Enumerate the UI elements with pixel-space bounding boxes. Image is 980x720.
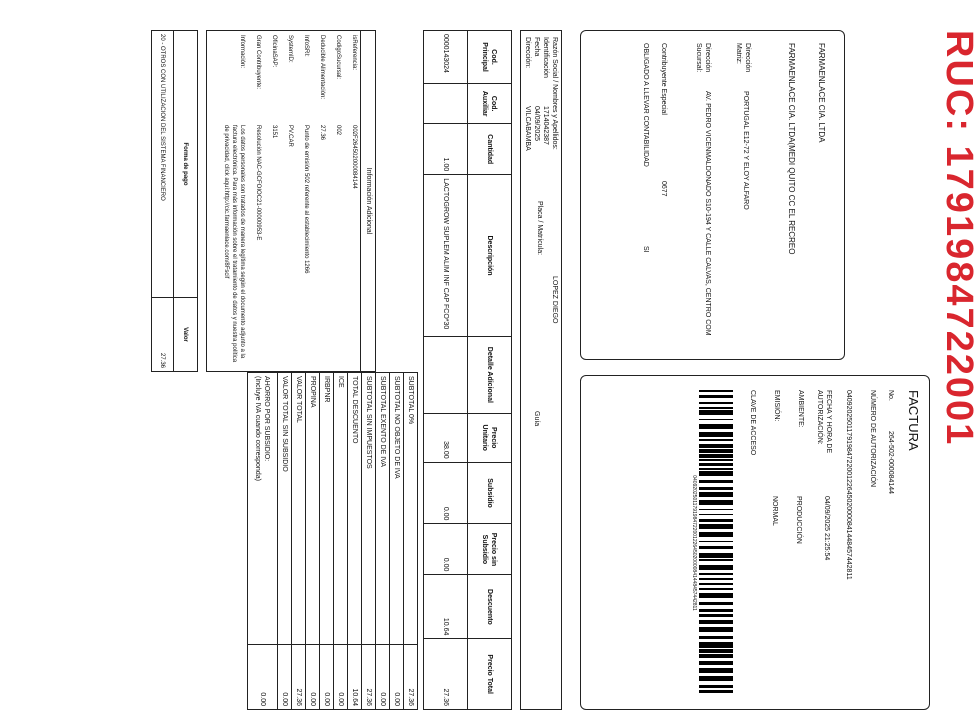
items-table (423, 30, 512, 710)
info-row (344, 31, 360, 371)
totales-label: ICE (334, 373, 348, 645)
info-row (264, 31, 280, 371)
emision-label: EMISIÓN: (773, 390, 780, 422)
info-row (328, 31, 344, 371)
razon-value: LOPEZ DIEGO (551, 276, 558, 324)
totales-label: SUBTOTAL 0% (404, 373, 418, 645)
ambiente-label: AMBIENTE: (797, 390, 804, 428)
table-row (152, 31, 174, 372)
fecha-autorizacion-label: FECHA Y HORA DE AUTORIZACIÓN: (816, 390, 832, 454)
clave-acceso-value: 0409202501179198472200122645020000841448457442811 (691, 475, 697, 611)
totales-label: SUBTOTAL EXENTO DE IVA (376, 373, 390, 645)
totales-value: 0.00 (334, 645, 348, 710)
info-row (280, 31, 296, 371)
cell-cod-auxiliar (424, 84, 468, 124)
totales-value: 27.36 (362, 645, 376, 710)
contabilidad-label: OBLIGADO A LLEVAR CONTABILIDAD (642, 43, 649, 167)
direccion-value: VILCABAMBA (524, 106, 531, 151)
col-descripcion: Descripción (468, 175, 512, 337)
cell-subsidio: 0.00 (424, 462, 468, 524)
totales-label: PROPINA (306, 373, 320, 645)
totales-row (390, 373, 404, 710)
col-detalle: Detalle Adicional (468, 336, 512, 413)
factura-no-value: 264-502-000084144 (887, 431, 894, 495)
dir-matriz-value: PORTUGAL E12-72 Y ELOY ALFARO (742, 91, 749, 210)
info-label: OficinaSAP: (271, 35, 277, 68)
fecha-value: 04/09/2025 (533, 106, 540, 142)
totales-row (278, 373, 292, 710)
guia-label: Guía (533, 411, 540, 427)
contabilidad-value: SI (642, 246, 649, 253)
totales-row (348, 373, 362, 710)
totales-row (292, 373, 306, 710)
info-label: CodigoSucursal: (335, 35, 341, 80)
totales-row (362, 373, 376, 710)
info-value: Punto de emisión 502 referente al establecimiento 1266 (303, 125, 309, 274)
forma-pago-header-forma: Forma de pago (174, 31, 198, 298)
factura-title: FACTURA (906, 390, 921, 451)
info-adicional-rows (220, 31, 360, 371)
emisor-nombre-comercial: FARMAENLACE CIA. LTDA(MEDI QUITO CC EL RECREO (787, 43, 796, 255)
ambiente-value: PRODUCCIÓN (795, 496, 802, 544)
ruc-banner: RUC: 1791984722001 (938, 30, 980, 447)
totales-label: AHORRO POR SUBSIDIO: (Incluye IVA cuando corresponda) (248, 373, 278, 645)
barcode (699, 390, 733, 696)
totales-row (376, 373, 390, 710)
col-descuento: Descuento (468, 575, 512, 639)
items-header-row (468, 31, 512, 710)
totales-label: SUBTOTAL NO OBJETO DE IVA (390, 373, 404, 645)
cell-descripcion: LACTOGROW SUPLEM ALIM INF CAP FCO*30 (424, 175, 468, 337)
info-row (220, 31, 248, 371)
forma-pago-value: 20 - OTROS CON UTILIZACION DEL SISTEMA FINANCIERO (152, 31, 174, 298)
totales-label: TOTAL DESCUENTO (348, 373, 362, 645)
info-label: InfoSRI: (303, 35, 309, 57)
col-cod-auxiliar: Cod. Auxiliar (468, 84, 512, 124)
totales-value: 0.00 (320, 645, 334, 710)
totales-row (334, 373, 348, 710)
totales-value: 27.36 (404, 645, 418, 710)
factura-no-label: No. (887, 390, 894, 401)
col-precio-sin-subsidio: Precio sin Subsidio (468, 524, 512, 575)
info-row (296, 31, 312, 371)
col-subsidio: Subsidio (468, 462, 512, 524)
col-precio-total: Precio Total (468, 639, 512, 710)
info-label: isReferencia: (351, 35, 357, 71)
cell-precio-sin-subsidio: 0.00 (424, 524, 468, 575)
info-value: 002 (335, 125, 341, 136)
totales-label: VALOR TOTAL SIN SUBSIDIO (278, 373, 292, 645)
info-value: 3151 (271, 125, 277, 139)
info-value: 27.36 (319, 125, 325, 141)
emisor-nombre: FARMAENLACE CIA. LTDA (817, 43, 826, 143)
info-value: Los datos personales son tratados de manera legítima según el documento adjunto a la factura electrónica. Para más información sobre el tratamiento de datos y nuestra política de privacidad, click aquí:http://cic.farmaenlace.com/8Fscif (223, 125, 245, 363)
placa-label: Placa / Matrícula: (536, 201, 543, 256)
totales-value: 0.00 (278, 645, 292, 710)
totales-label: IRBPNR (320, 373, 334, 645)
autorizacion-label: NÚMERO DE AUTORIZACIÓN (869, 390, 876, 488)
totales-value: 10.64 (348, 645, 362, 710)
totales-label: SUBTOTAL SIN IMPUESTOS (362, 373, 376, 645)
info-label: SystemID: (287, 35, 293, 63)
emision-value: NORMAL (771, 496, 778, 526)
cell-cantidad: 1.00 (424, 124, 468, 175)
identificacion-value: 1714042387 (542, 106, 549, 145)
identificacion-label: Identificación (542, 37, 549, 78)
info-label: Deducible Alimentación: (319, 35, 325, 100)
totales-table (247, 372, 418, 710)
autorizacion-value: 0409202501179198472200122645020000841448457442811 (845, 390, 852, 580)
totales-value: 0.00 (306, 645, 320, 710)
direccion-label: Dirección: (524, 37, 531, 69)
cliente-box (520, 30, 562, 710)
info-adicional-box (206, 30, 376, 372)
dir-matriz-label: Dirección Matriz: (735, 43, 751, 73)
col-cantidad: Cantidad (468, 124, 512, 175)
cell-detalle (424, 336, 468, 413)
razon-label: Razón Social / Nombres y Apellidos: (551, 37, 558, 150)
fecha-autorizacion-value: 04/09/2025 21:25:54 (823, 496, 830, 561)
col-cod-principal: Cod. Principal (468, 31, 512, 84)
table-row (424, 31, 468, 710)
dir-sucursal-value: AV. PEDRO VICENMALDONADO S10-194 Y CALLE CALVAS, CENTRO COM (704, 91, 711, 336)
cell-descuento: 10.64 (424, 575, 468, 639)
totales-row (248, 373, 278, 710)
totales-value: 27.36 (292, 645, 306, 710)
totales-row (306, 373, 320, 710)
forma-pago-valor: 27.36 (152, 298, 174, 372)
cell-precio-total: 27.36 (424, 639, 468, 710)
info-row (248, 31, 264, 371)
barcode-bar (699, 693, 733, 695)
info-value: 002F264502000084144 (351, 125, 357, 189)
clave-acceso-label: CLAVE DE ACCESO (749, 390, 756, 456)
info-row (312, 31, 328, 371)
info-label: Gran Contribuyente: (255, 35, 261, 90)
totales-value: 0.00 (376, 645, 390, 710)
info-value: Resolución NAC-GCFOIOC21-00000953-E (255, 125, 261, 241)
contribuyente-label: Contribuyente Especial (660, 43, 667, 115)
totales-label: VALOR TOTAL (292, 373, 306, 645)
totales-row (320, 373, 334, 710)
totales-value: 0.00 (390, 645, 404, 710)
cell-precio-unitario: 38.00 (424, 413, 468, 462)
forma-pago-header (174, 31, 198, 372)
totales-value: 0.00 (248, 645, 278, 710)
info-value: PV.CAR (287, 125, 293, 147)
col-precio-unitario: Precio Unitario (468, 413, 512, 462)
forma-pago-header-valor: Valor (174, 298, 198, 372)
forma-pago-table (151, 30, 198, 372)
emisor-box (580, 30, 845, 360)
totales-row (404, 373, 418, 710)
info-adicional-title: Información Adicional (360, 31, 375, 371)
cell-cod-principal: 0000143024 (424, 31, 468, 84)
contribuyente-value: 0677 (660, 181, 667, 197)
info-label: Información: (239, 35, 245, 69)
factura-box (580, 375, 930, 710)
dir-sucursal-label: Dirección Sucursal: (695, 43, 711, 73)
fecha-label: Fecha (533, 37, 540, 57)
